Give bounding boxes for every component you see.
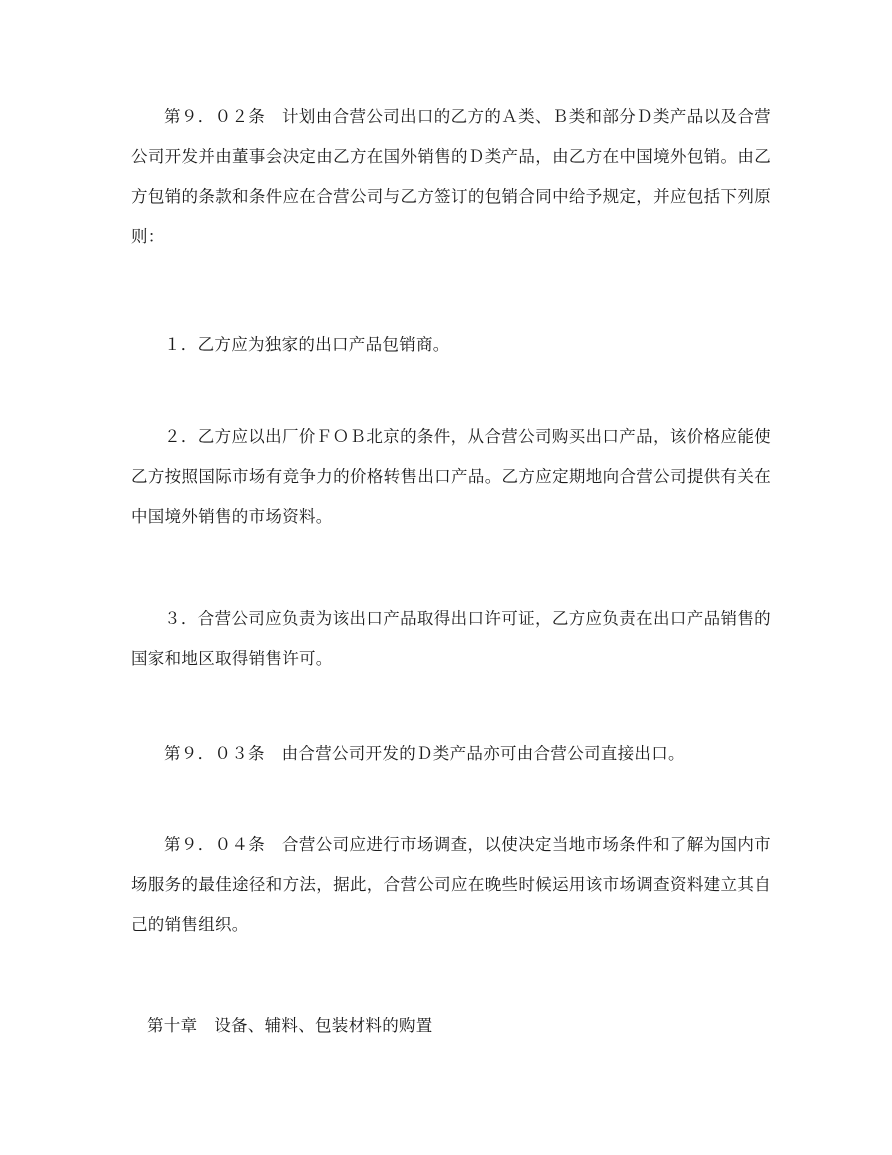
item-3-paragraph: ３．合营公司应负责为该出口产品取得出口许可证，乙方应负责在出口产品销售的国家和地区取得销售许可。	[131, 609, 771, 668]
chapter-10-heading: 第十章 设备、辅料、包装材料的购置	[147, 1016, 433, 1035]
item-1-paragraph: １．乙方应为独家的出口产品包销商。	[164, 335, 450, 354]
article-9-02-paragraph: 第９．０２条 计划由合营公司出口的乙方的Ａ类、Ｂ类和部分Ｄ类产品以及合营公司开发并由董事会决定由乙方在国外销售的Ｄ类产品，由乙方在中国境外包销。由乙方包销的条款和条件应在合营公司与乙方签订的包销合同中给予规定，并应包括下列原则：	[131, 107, 771, 246]
article-9-04-paragraph: 第９．０４条 合营公司应进行市场调查，以使决定当地市场条件和了解为国内市场服务的最佳途径和方法，据此，合营公司应在晚些时候运用该市场调查资料建立其自己的销售组织。	[131, 835, 771, 934]
article-9-03-paragraph: 第９．０３条 由合营公司开发的Ｄ类产品亦可由合营公司直接出口。	[164, 744, 685, 763]
item-2-paragraph: ２．乙方应以出厂价ＦＯＢ北京的条件，从合营公司购买出口产品，该价格应能使乙方按照国际市场有竞争力的价格转售出口产品。乙方应定期地向合营公司提供有关在中国境外销售的市场资料。	[131, 427, 771, 526]
